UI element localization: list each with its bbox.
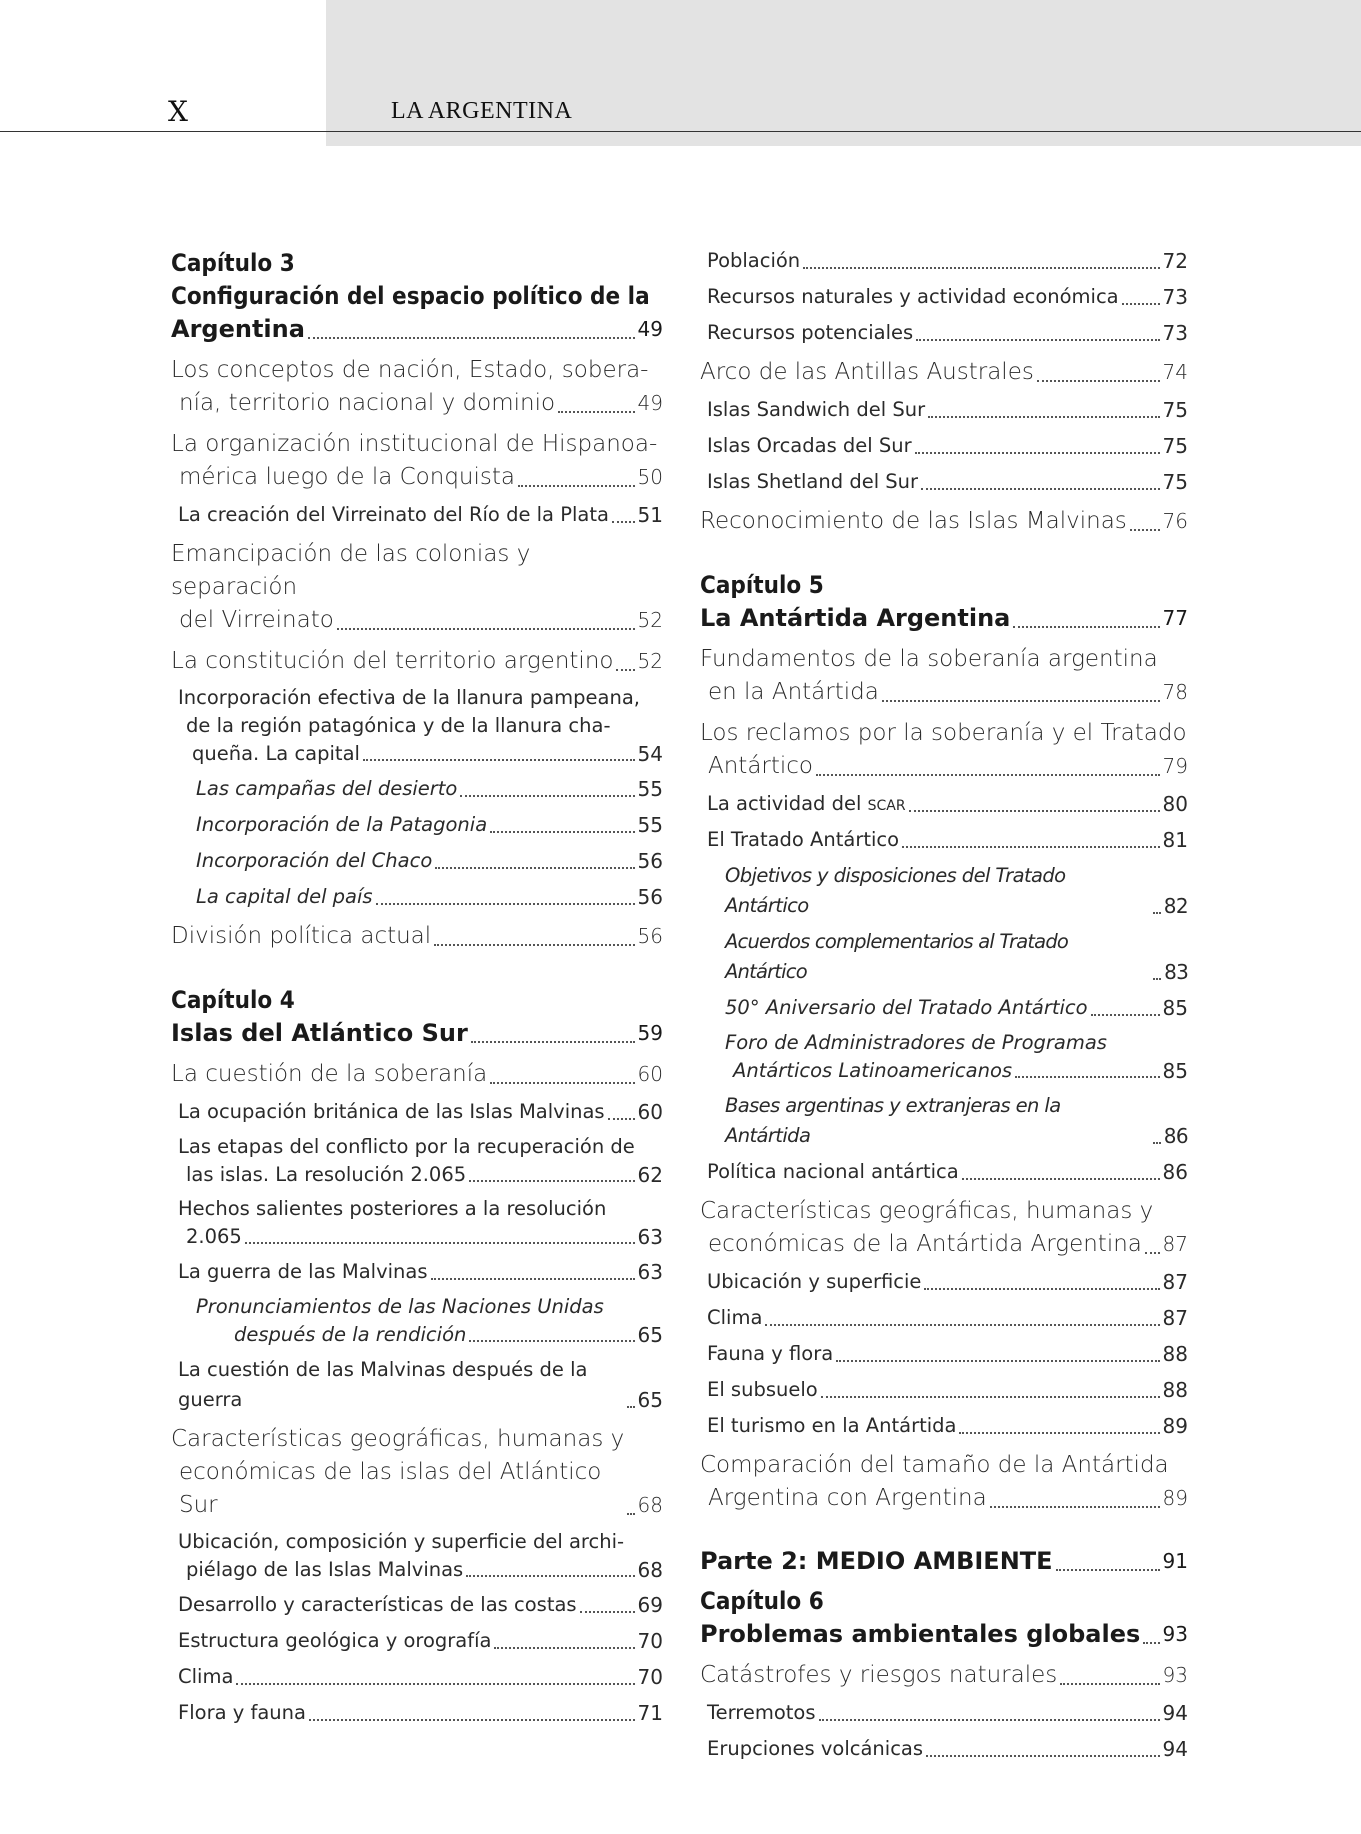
toc-entry: Pronunciamientos de las Naciones Unidas después de la rendición 65 — [196, 1295, 663, 1347]
toc-entry: La cuestión de las Malvinas después de la guerra 65 — [178, 1358, 663, 1412]
header-rule — [0, 131, 1361, 132]
chapter-label: Capítulo 3 — [171, 249, 295, 277]
toc-entry: La organización institucional de Hispanoa- mérica luego de la Conquista 50 — [171, 431, 663, 490]
toc-entry: Arco de las Antillas Australes 74 — [700, 359, 1188, 385]
running-title: LA ARGENTINA — [391, 98, 573, 124]
toc-entry: La ocupación británica de las Islas Malvinas 60 — [178, 1100, 663, 1124]
toc-entry: Recursos potenciales 73 — [707, 321, 1188, 345]
toc-entry: Recursos naturales y actividad económica 73 — [707, 285, 1188, 309]
toc-entry: Terremotos 94 — [707, 1701, 1188, 1725]
toc-entry: División política actual 56 — [171, 923, 663, 949]
toc-entry: Los conceptos de nación, Estado, sobera- nía, territorio nacional y dominio 49 — [171, 357, 663, 416]
toc-entry: Islas Orcadas del Sur 75 — [707, 434, 1188, 458]
toc-entry: La guerra de las Malvinas 63 — [178, 1260, 663, 1284]
toc-entry: Islas del Atlántico Sur 59 — [171, 1019, 663, 1047]
toc-entry: La cuestión de la soberanía 60 — [171, 1061, 663, 1087]
toc-entry: Reconocimiento de las Islas Malvinas 76 — [700, 508, 1188, 534]
chapter-title-line: Configuración del espacio político de la — [171, 282, 650, 310]
toc-entry: Características geográficas, humanas y económicas de la Antártida Argentina 87 — [700, 1198, 1188, 1257]
toc-entry: Islas Sandwich del Sur 75 — [707, 398, 1188, 422]
toc-entry: Hechos salientes posteriores a la resolución 2.065 63 — [178, 1197, 663, 1249]
toc-left-column — [171, 246, 663, 1728]
toc-entry: El Tratado Antártico 81 — [707, 828, 1188, 852]
toc-entry: Incorporación efectiva de la llanura pampeana, de la región patagónica y de la llanura cha- queña. La capital 54 — [178, 686, 663, 766]
chapter-label: Capítulo 4 — [171, 986, 295, 1014]
toc-entry: La creación del Virreinato del Río de la Plata 51 — [178, 503, 663, 527]
chapter-label: Capítulo 5 — [700, 571, 824, 599]
toc-entry: Emancipación de las colonias y separación del Virreinato 52 — [171, 541, 663, 633]
toc-entry: La capital del país 56 — [196, 885, 663, 909]
toc-entry: Comparación del tamaño de la Antártida Argentina con Argentina 89 — [700, 1452, 1188, 1511]
toc-entry: Desarrollo y características de las costas 69 — [178, 1593, 663, 1617]
toc-entry: Acuerdos complementarios al Tratado Antártico 83 — [725, 930, 1188, 984]
toc-entry: Los reclamos por la soberanía y el Tratado Antártico 79 — [700, 720, 1188, 779]
toc-entry: Objetivos y disposiciones del Tratado Antártico 82 — [725, 864, 1188, 918]
toc-entry: Estructura geológica y orografía 70 — [178, 1629, 663, 1653]
toc-entry: Las etapas del conflicto por la recuperación de las islas. La resolución 2.065 62 — [178, 1135, 663, 1187]
chapter-label: Capítulo 6 — [700, 1587, 824, 1615]
toc-entry: Islas Shetland del Sur 75 — [707, 470, 1188, 494]
toc-entry: Flora y fauna 71 — [178, 1701, 663, 1725]
toc-entry: Erupciones volcánicas 94 — [707, 1737, 1188, 1761]
toc-entry: Las campañas del desierto 55 — [196, 777, 663, 801]
toc-entry: La Antártida Argentina 77 — [700, 604, 1188, 632]
toc-entry: Foro de Administradores de Programas Antárticos Latinoamericanos 85 — [725, 1031, 1188, 1083]
toc-entry: La actividad del scar 80 — [707, 792, 1188, 816]
toc-entry: Argentina 49 — [171, 315, 663, 343]
toc-entry: Población 72 — [707, 249, 1188, 273]
toc-entry: Problemas ambientales globales 93 — [700, 1620, 1188, 1648]
toc-entry: Incorporación de la Patagonia 55 — [196, 813, 663, 837]
toc-entry: Bases argentinas y extranjeras en la Antártida 86 — [725, 1094, 1188, 1148]
toc-entry: Fundamentos de la soberanía argentina en la Antártida 78 — [700, 646, 1188, 705]
toc-entry: Incorporación del Chaco 56 — [196, 849, 663, 873]
toc-entry: Clima 70 — [178, 1665, 663, 1689]
page-number: X — [168, 95, 188, 128]
toc-entry: Fauna y flora 88 — [707, 1342, 1188, 1366]
toc-entry: El turismo en la Antártida 89 — [707, 1414, 1188, 1438]
toc-entry: El subsuelo 88 — [707, 1378, 1188, 1402]
toc-entry: Características geográficas, humanas y económicas de las islas del Atlántico Sur 68 — [171, 1426, 663, 1518]
toc-entry: Ubicación y superficie 87 — [707, 1270, 1188, 1294]
toc-entry: La constitución del territorio argentino 52 — [171, 648, 663, 674]
toc-entry: Catástrofes y riesgos naturales 93 — [700, 1662, 1188, 1688]
toc-entry: Ubicación, composición y superficie del archi- piélago de las Islas Malvinas 68 — [178, 1530, 663, 1582]
toc-entry: Política nacional antártica 86 — [707, 1160, 1188, 1184]
toc-entry: 50° Aniversario del Tratado Antártico 85 — [725, 996, 1188, 1020]
toc-entry: Clima 87 — [707, 1306, 1188, 1330]
toc-right-column — [700, 246, 1188, 1764]
toc-entry: Parte 2: MEDIO AMBIENTE 91 — [700, 1547, 1188, 1575]
